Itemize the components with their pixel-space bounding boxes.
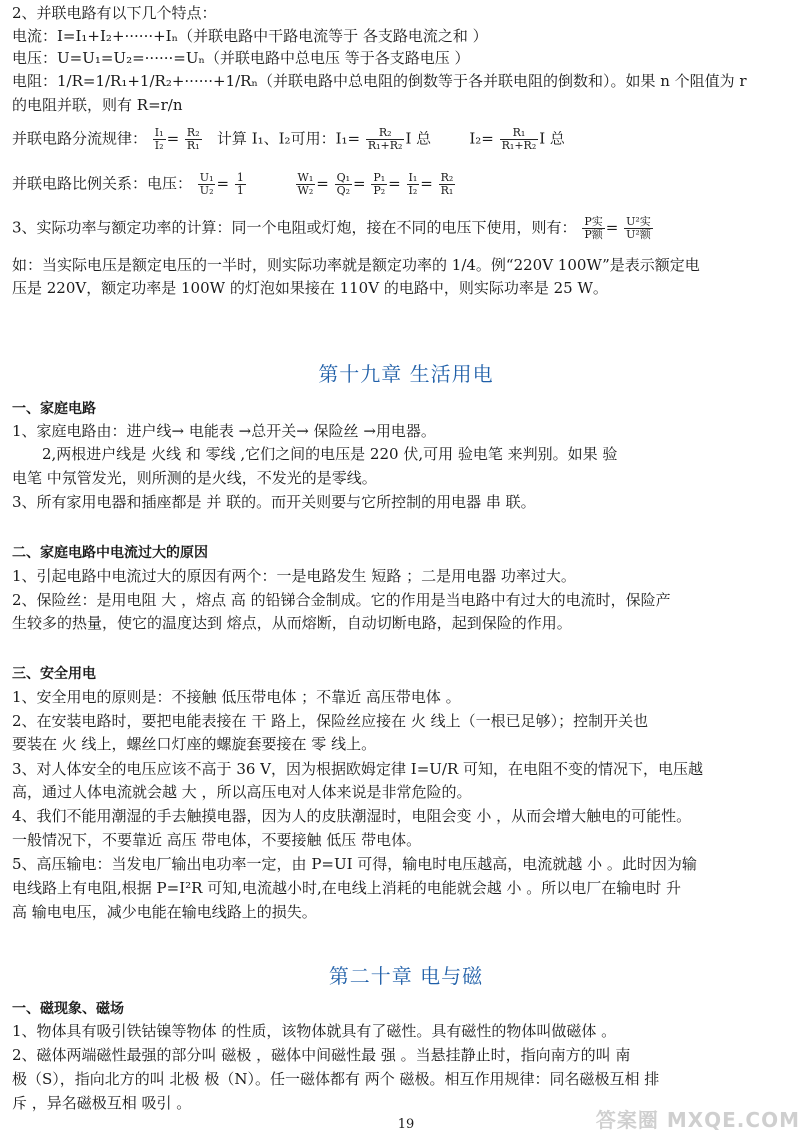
fraction: $\frac{\text{R₁}}{\text{R₁+R₂}}$ bbox=[501, 126, 537, 152]
text-line: 1、安全用电的原则是：不接触 低压带电体 ；不靠近 高压带电体 。 bbox=[12, 688, 461, 706]
text-line: 5、高压输电：当发电厂输出电功率一定，由 P=UI 可得，输电时电压越高，电流就越 小 。此时因为输 bbox=[12, 855, 697, 873]
fraction: $\frac{\text{R₂}}{\text{R₁+R₂}}$ bbox=[367, 126, 403, 152]
text-line: 2、保险丝：是用电阻 大 ，熔点 高 的铅锑合金制成。它的作用是当电路中有过大的电流时，保险产 bbox=[12, 591, 671, 609]
text-line: 斥 ，异名磁极互相 吸引 。 bbox=[12, 1094, 192, 1112]
text-line: 生较多的热量，使它的温度达到 熔点，从而熔断，自动切断电路，起到保险的作用。 bbox=[12, 614, 572, 632]
text-line: 电线路上有电阻,根据 P=I²R 可知,电流越小时,在电线上消耗的电能就会越 小 。所以电厂在输电时 升 bbox=[12, 879, 682, 897]
text-line: 如：当实际电压是额定电压的一半时，则实际功率就是额定功率的 1/4。例“220V 100W”是表示额定电 bbox=[12, 256, 700, 274]
section-heading: 三、安全用电 bbox=[12, 666, 96, 682]
fraction: $\frac{\text{I₁}}{\text{I₂}}$ bbox=[154, 126, 164, 152]
text-line: 电流：I=I₁+I₂+······+Iₙ（并联电路中干路电流等于 各支路电流之和 ） bbox=[12, 27, 488, 45]
section-heading: 二、家庭电路中电流过大的原因 bbox=[12, 545, 208, 561]
text-line: 2、磁体两端磁性最强的部分叫 磁极 ，磁体中间磁性最 强 。当悬挂静止时，指向南方的叫 南 bbox=[12, 1046, 631, 1064]
text-line: 要装在 火 线上，螺丝口灯座的螺旋套要接在 零 线上。 bbox=[12, 735, 377, 753]
section-heading: 一、家庭电路 bbox=[12, 401, 96, 417]
text-line: 3、对人体安全的电压应该不高于 36 V，因为根据欧姆定律 I=U/R 可知，在电阻不变的情况下，电压越 bbox=[12, 760, 704, 778]
text-line: 的电阻并联，则有 R=r/n bbox=[12, 96, 183, 114]
text-line: 高 输电电压，减少电能在输电线路上的损失。 bbox=[12, 903, 317, 921]
fraction: $\frac{\text{R₂}}{\text{R₁}}$ bbox=[186, 126, 200, 152]
text-line: 3、所有家用电器和插座都是 并 联的。而开关则要与它所控制的用电器 串 联。 bbox=[12, 493, 536, 511]
page-number: 19 bbox=[397, 1117, 415, 1132]
watermark-logo: 答案圈 MXQE.COM bbox=[595, 1108, 800, 1132]
text-line: 2、在安装电路时，要把电能表接在 干 路上，保险丝应接在 火 线上（一根已足够）；控制开关也 bbox=[12, 712, 649, 730]
chapter-title: 第二十章 电与磁 bbox=[328, 964, 484, 988]
text-line: 4、我们不能用潮湿的手去触摸电器，因为人的皮肤潮湿时，电阻会变 小 ，从而会增大触电的可能性。 bbox=[12, 807, 692, 825]
text-line: 高，通过人体电流就会越 大 ，所以高压电对人体来说是非常危险的。 bbox=[12, 783, 472, 801]
shunt-rule-line: 并联电路分流规律： $\frac{\text{I₁}}{\text{I₂}}$ = $\frac{\text{R₂}}{\text{R₁}}$ 计算 I₁、I₂可用：I₁= $\frac{\text{R₂}}{\text{R₁+R₂}}$ I 总 I₂= $\frac{\text{R₁}}{\text{R₁+R₂}}$ I 总 bbox=[12, 126, 565, 152]
text-line: 一般情况下，不要靠近 高压 带电体，不要接触 低压 带电体。 bbox=[12, 831, 422, 849]
text-line: 1、家庭电路由：进户线→ 电能表 →总开关→ 保险丝 →用电器。 bbox=[12, 422, 436, 440]
text-line: 1、引起电路中电流过大的原因有两个：一是电路发生 短路 ；二是用电器 功率过大。 bbox=[12, 567, 576, 585]
ratio-line: 并联电路比例关系：电压： $\frac{\text{U₁}}{\text{U₂}}$ = $\frac{1}{1}$ $\frac{\text{W₁}}{\text{W₂}}$ = $\frac{\text{Q₁}}{\text{Q₂}}$ = $\frac{\text{P₁}}{\text{P₂}}$ = $\frac{\text{I₁}}{\text{I₂}}$ = $\frac{\text{R₂}}{\text{R₁}}$ bbox=[12, 171, 454, 197]
text-line: 极（S），指向北方的叫 北极 极（N）。任一磁体都有 两个 磁极。相互作用规律：同名磁极互相 排 bbox=[12, 1070, 660, 1088]
chapter-title: 第十九章 生活用电 bbox=[318, 362, 494, 386]
text-line: 压是 220V，额定功率是 100W 的灯泡如果接在 110V 的电路中，则实际功率是 25 W。 bbox=[12, 279, 608, 297]
section-heading: 一、磁现象、磁场 bbox=[12, 1001, 124, 1017]
text-line: 2,两根进户线是 火线 和 零线 ,它们之间的电压是 220 伏,可用 验电笔 来判别。如果 验 bbox=[42, 445, 618, 463]
text-line: 2、并联电路有以下几个特点： bbox=[12, 4, 217, 22]
text-line: 电笔 中氖管发光，则所测的是火线，不发光的是零线。 bbox=[12, 469, 377, 487]
text-line: 电阻：1/R=1/R₁+1/R₂+······+1/Rₙ（并联电路中总电阻的倒数等于各并联电阻的倒数和）。如果 n 个阻值为 r bbox=[12, 72, 747, 90]
power-line: 3、实际功率与额定功率的计算：同一个电阻或灯炮，接在不同的电压下使用，则有： $\frac{\text{P实}}{\text{P额}}$ = $\frac{\text{U²实}}{\text{U²额}}$ bbox=[12, 215, 651, 241]
text-line: 1、物体具有吸引铁钴镍等物体 的性质，该物体就具有了磁性。具有磁性的物体叫做磁体 。 bbox=[12, 1022, 617, 1040]
text-line: 电压：U=U₁=U₂=······=Uₙ（并联电路中总电压 等于各支路电压 ） bbox=[12, 49, 470, 67]
